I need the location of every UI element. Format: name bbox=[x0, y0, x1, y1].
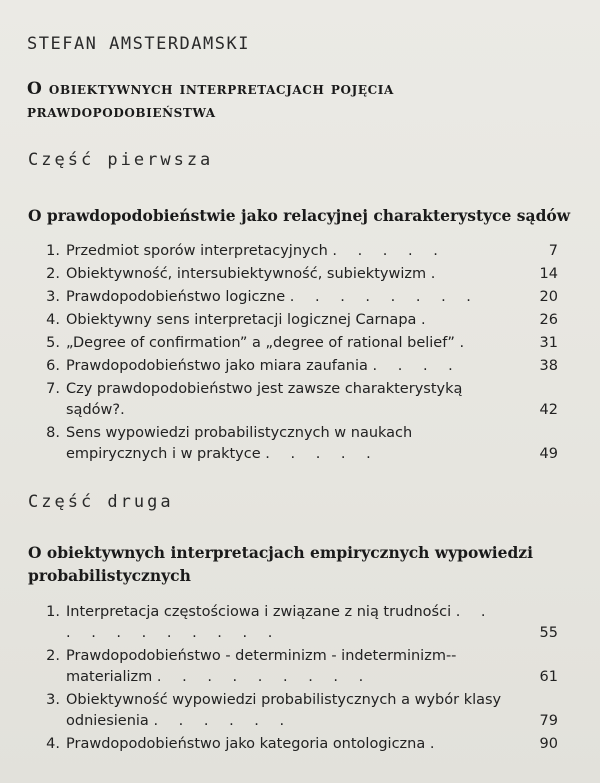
toc-entry-number: 1. bbox=[46, 243, 60, 259]
toc-page-number: 49 bbox=[539, 446, 558, 462]
toc-entry-number: 2. bbox=[46, 266, 60, 282]
part-one-heading: O prawdopodobieństwie jako relacyjnej charakterystyce sądów bbox=[28, 206, 571, 225]
toc-entry bbox=[40, 602, 558, 644]
toc-leader-dots: . . . . . bbox=[332, 243, 446, 259]
toc-page-number: 31 bbox=[539, 335, 558, 351]
part-two-label: Część druga bbox=[28, 492, 174, 512]
toc-leader-dots: . . . . . bbox=[265, 446, 379, 462]
toc-entry bbox=[40, 287, 558, 308]
toc-page-number: 61 bbox=[539, 669, 558, 685]
toc-entry bbox=[40, 646, 558, 688]
part-one-toc bbox=[40, 241, 558, 467]
toc-page-number: 14 bbox=[539, 266, 558, 282]
toc-entry-number: 7. bbox=[46, 381, 60, 397]
toc-entry-title: Prawdopodobieństwo logiczne bbox=[66, 289, 286, 305]
toc-entry-number: 4. bbox=[46, 736, 60, 752]
part-one-label: Część pierwsza bbox=[28, 150, 214, 170]
toc-leader-dots: . . . . . . . . . bbox=[156, 669, 372, 685]
toc-entry-number: 3. bbox=[46, 289, 60, 305]
toc-page-number: 38 bbox=[539, 358, 558, 374]
toc-entry-title: Interpretacja częstościowa i związane z nią trudności bbox=[66, 604, 452, 620]
toc-entry bbox=[40, 264, 558, 285]
toc-entry-title: Obiektywność, intersubiektywność, subiektywizm bbox=[66, 266, 427, 282]
toc-entry bbox=[40, 241, 558, 262]
toc-entry-title: Prawdopodobieństwo jako miara zaufania bbox=[66, 358, 368, 374]
toc-entry-number: 3. bbox=[46, 692, 60, 708]
toc-entry bbox=[40, 333, 558, 354]
toc-page-number: 79 bbox=[539, 713, 558, 729]
toc-leader-dots: . bbox=[421, 312, 434, 328]
toc-leader-dots: . bbox=[430, 266, 444, 282]
toc-entry-title: Sens wypowiedzi probabilistycznych w naukach empirycznych i w praktyce bbox=[66, 425, 413, 462]
toc-page-number: 55 bbox=[539, 625, 558, 641]
toc-entry-number: 2. bbox=[46, 648, 60, 664]
toc-leader-dots: . . . . . . . . bbox=[289, 289, 479, 305]
toc-entry-title: Przedmiot sporów interpretacyjnych bbox=[66, 243, 328, 259]
toc-entry bbox=[40, 690, 558, 732]
toc-entry-number: 4. bbox=[46, 312, 60, 328]
toc-leader-dots: . bbox=[459, 335, 473, 351]
toc-page-number: 26 bbox=[539, 312, 558, 328]
toc-page-number: 42 bbox=[539, 402, 558, 418]
author-name: STEFAN AMSTERDAMSKI bbox=[27, 34, 250, 54]
toc-entry-number: 5. bbox=[46, 335, 60, 351]
toc-entry bbox=[40, 310, 558, 331]
toc-entry-number: 1. bbox=[46, 604, 60, 620]
toc-entry bbox=[40, 379, 558, 421]
toc-entry bbox=[40, 423, 558, 465]
toc-leader-dots: . . . . . . . . . . . bbox=[66, 604, 494, 641]
toc-entry-number: 6. bbox=[46, 358, 60, 374]
toc-entry-title: „Degree of confirmation” a „degree of rational belief” bbox=[66, 335, 455, 351]
part-two-heading: O obiektywnych interpretacjach empirycznych wypowiedzi probabilistycznych bbox=[28, 543, 533, 585]
toc-entry bbox=[40, 356, 558, 377]
toc-leader-dots: . . . . bbox=[372, 358, 461, 374]
part-two-toc bbox=[40, 602, 558, 757]
toc-leader-dots: . . . . . . bbox=[153, 713, 293, 729]
toc-page-number: 20 bbox=[539, 289, 558, 305]
toc-entry-number: 8. bbox=[46, 425, 60, 441]
toc-page-number: 90 bbox=[539, 736, 558, 752]
toc-leader-dots: . bbox=[429, 736, 443, 752]
toc-page-number: 7 bbox=[548, 243, 558, 259]
toc-entry-title: Obiektywność wypowiedzi probabilistycznych a wybór klasy odniesienia bbox=[66, 692, 502, 729]
book-title: O obiektywnych interpretacjach pojęcia prawdopodobieństwa bbox=[27, 79, 394, 122]
toc-entry-title: Obiektywny sens interpretacji logicznej Carnapa bbox=[66, 312, 417, 328]
toc-entry bbox=[40, 734, 558, 755]
toc-entry-title: Czy prawdopodobieństwo jest zawsze charakterystyką sądów?. bbox=[66, 381, 463, 418]
toc-entry-title: Prawdopodobieństwo - determinizm - indeterminizm--materializm bbox=[66, 648, 457, 685]
toc-entry-title: Prawdopodobieństwo jako kategoria ontologiczna bbox=[66, 736, 426, 752]
